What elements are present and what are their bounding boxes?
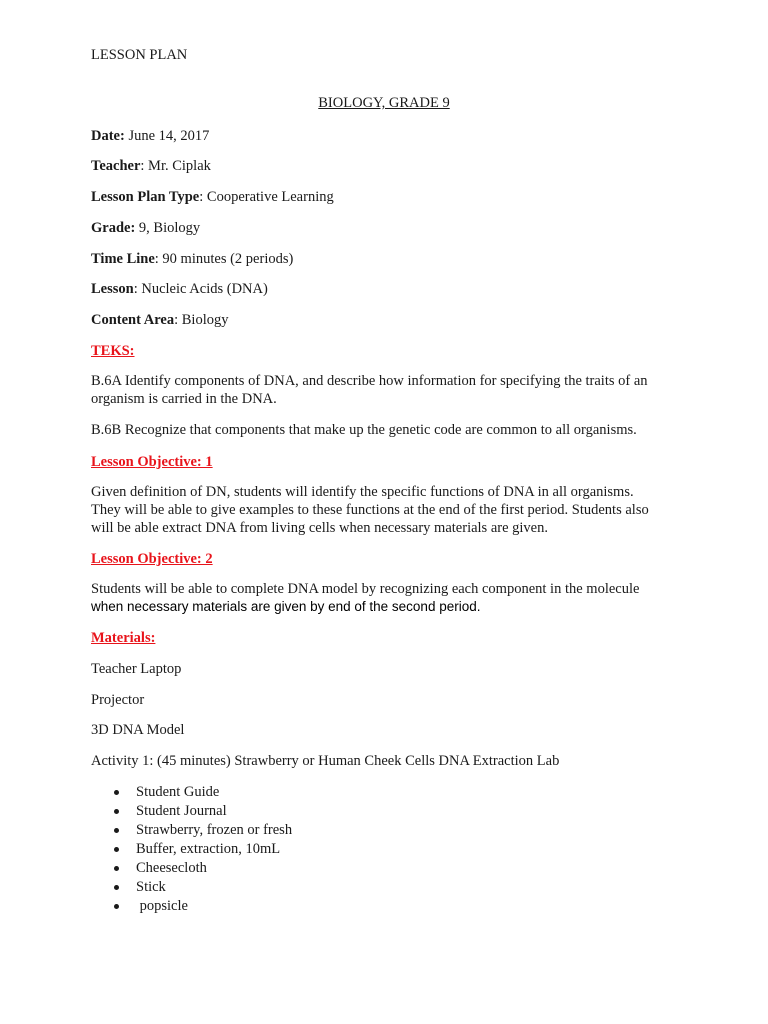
grade-label: Grade: — [91, 220, 136, 236]
material-item: Teacher Laptop — [91, 661, 182, 677]
teks-b6a-line1: B.6A Identify components of DNA, and describe how information for specifying the traits of an — [91, 373, 648, 389]
list-item-text: popsicle — [136, 898, 188, 914]
objective1-line3: will be able extract DNA from living cells when necessary materials are given. — [91, 520, 548, 536]
objective1-text — [91, 483, 691, 537]
date-value: June 14, 2017 — [124, 128, 210, 144]
document-title: BIOLOGY, GRADE 9 — [318, 95, 450, 111]
content-area-label: Content Area — [91, 312, 175, 328]
list-item — [91, 859, 292, 878]
teks-b6a-line2: organism is carried in the DNA. — [91, 391, 277, 407]
list-item — [91, 840, 292, 859]
teks-b6b: B.6B Recognize that components that make up the genetic code are common to all organisms. — [91, 422, 637, 438]
lesson-type-value: : Cooperative Learning — [199, 189, 334, 205]
objective1-line2: They will be able to give examples to these functions at the end of the first period. Students also — [91, 502, 649, 518]
list-item-text: Stick — [136, 879, 166, 895]
timeline-label: Time Line — [91, 251, 155, 267]
lesson-label: Lesson — [91, 281, 134, 297]
teacher-label: Teacher — [91, 158, 141, 174]
objective1-line1: Given definition of DN, students will identify the specific functions of DNA in all organisms. — [91, 484, 634, 500]
list-item-text: Student Guide — [136, 784, 220, 800]
date-label: Date: — [91, 128, 125, 144]
list-item — [91, 878, 292, 897]
timeline-value: : 90 minutes (2 periods) — [154, 251, 294, 267]
grade-value: 9, Biology — [135, 220, 201, 236]
bullet-icon — [114, 790, 119, 795]
objective2-line1: Students will be able to complete DNA model by recognizing each component in the molecule — [91, 581, 640, 597]
material-item: 3D DNA Model — [91, 722, 185, 738]
teacher-row — [91, 157, 211, 175]
list-item — [91, 821, 292, 840]
bullet-icon — [114, 904, 119, 909]
bullet-icon — [114, 809, 119, 814]
list-item-text: Strawberry, frozen or fresh — [136, 822, 293, 838]
list-item-text: Student Journal — [136, 803, 227, 819]
materials-heading: Materials: — [91, 630, 156, 646]
list-item — [91, 783, 292, 802]
document-label: LESSON PLAN — [91, 47, 188, 63]
material-item: Projector — [91, 692, 145, 708]
bullet-icon — [114, 828, 119, 833]
timeline-row — [91, 250, 293, 268]
date-row — [91, 127, 209, 145]
teks-heading: TEKS: — [91, 343, 135, 359]
list-item-text: Buffer, extraction, 10mL — [136, 841, 281, 857]
activity1-material-list — [91, 783, 292, 916]
bullet-icon — [114, 847, 119, 852]
list-item — [91, 802, 292, 821]
grade-row — [91, 219, 200, 237]
bullet-icon — [114, 866, 119, 871]
lesson-value: : Nucleic Acids (DNA) — [133, 281, 268, 297]
bullet-icon — [114, 885, 119, 890]
lesson-row — [91, 280, 268, 298]
objective1-heading: Lesson Objective: 1 — [91, 454, 213, 470]
objective2-heading: Lesson Objective: 2 — [91, 551, 213, 567]
list-item-text: Cheesecloth — [136, 860, 207, 876]
activity1-title: Activity 1: (45 minutes) Strawberry or Human Cheek Cells DNA Extraction Lab — [91, 753, 560, 769]
teacher-value: : Mr. Ciplak — [140, 158, 211, 174]
teks-b6a — [91, 372, 691, 408]
objective2-line2: when necessary materials are given by end of the second period. — [91, 599, 481, 614]
content-area-row — [91, 311, 229, 329]
lesson-type-row — [91, 188, 334, 206]
list-item — [91, 897, 292, 916]
objective2-text — [91, 580, 691, 616]
content-area-value: : Biology — [174, 312, 229, 328]
lesson-type-label: Lesson Plan Type — [91, 189, 200, 205]
